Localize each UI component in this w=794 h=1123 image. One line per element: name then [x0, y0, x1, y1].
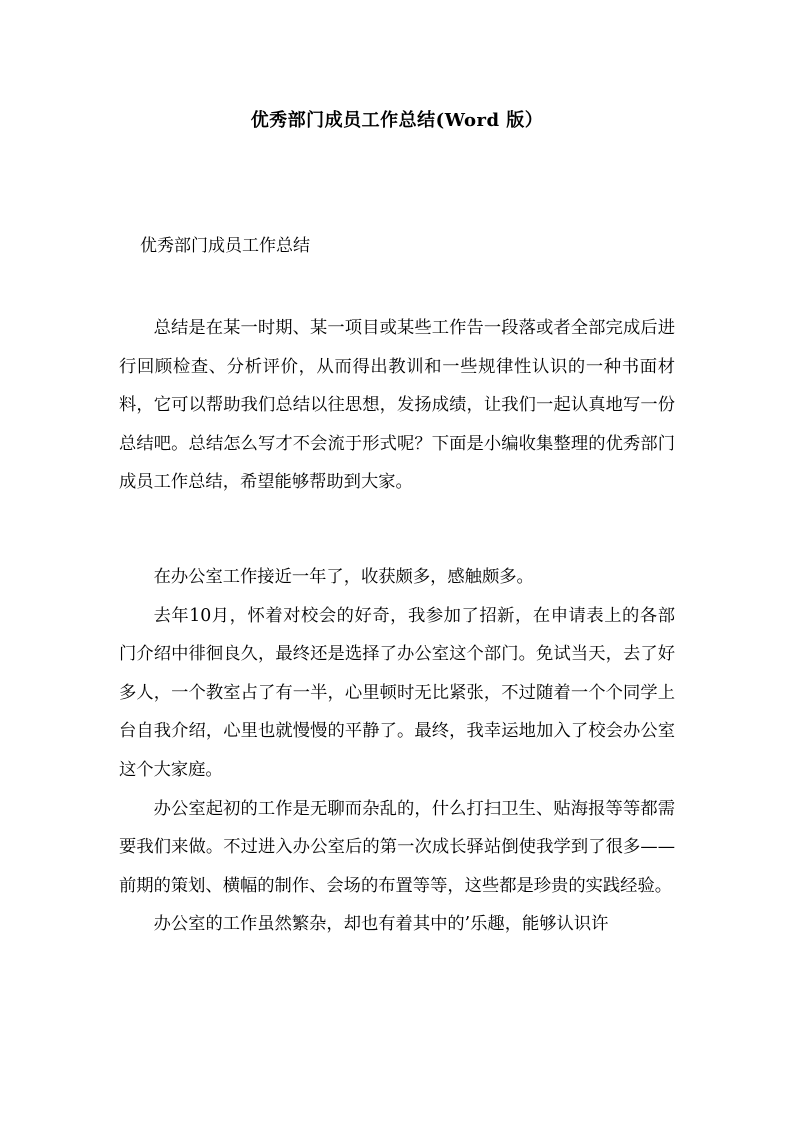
intro-paragraph: 总结是在某一时期、某一项目或某些工作告一段落或者全部完成后进行回顾检查、分析评价，从而得出教训和一些规律性认识的一种书面材料，它可以帮助我们总结以往思想，发扬成绩，让我们一起认真地写一份总结吧。总结怎么写才不会流于形式呢？下面是小编收集整理的优秀部门成员工作总结，希望能够帮助到大家。 [119, 318, 675, 493]
body-section [119, 558, 675, 944]
body-paragraph-4: 办公室的工作虽然繁杂，却也有着其中的’乐趣，能够认识许 [153, 914, 609, 935]
document-title: 优秀部门成员工作总结(Word 版） [250, 110, 544, 131]
body-paragraph-2: 去年10月，怀着对校会的好奇，我参加了招新，在申请表上的各部门介绍中徘徊良久，最终还是选择了办公室这个部门。免试当天，去了好多人，一个教室占了有一半，心里顿时无比紧张，不过随着一个个同学上台自我介绍，心里也就慢慢的平静了。最终，我幸运地加入了校会办公室这个大家庭。 [119, 605, 675, 780]
document-subtitle: 优秀部门成员工作总结 [140, 236, 310, 256]
body-paragraph-1: 在办公室工作接近一年了，收获颇多，感触颇多。 [153, 567, 534, 587]
body-paragraph-3: 办公室起初的工作是无聊而杂乱的，什么打扫卫生、贴海报等等都需要我们来做。不过进入办公室后的第一次成长驿站倒使我学到了很多——前期的策划、横幅的制作、会场的布置等等，这些都是珍贵的实践经验。 [119, 798, 675, 896]
intro-section [119, 309, 675, 502]
